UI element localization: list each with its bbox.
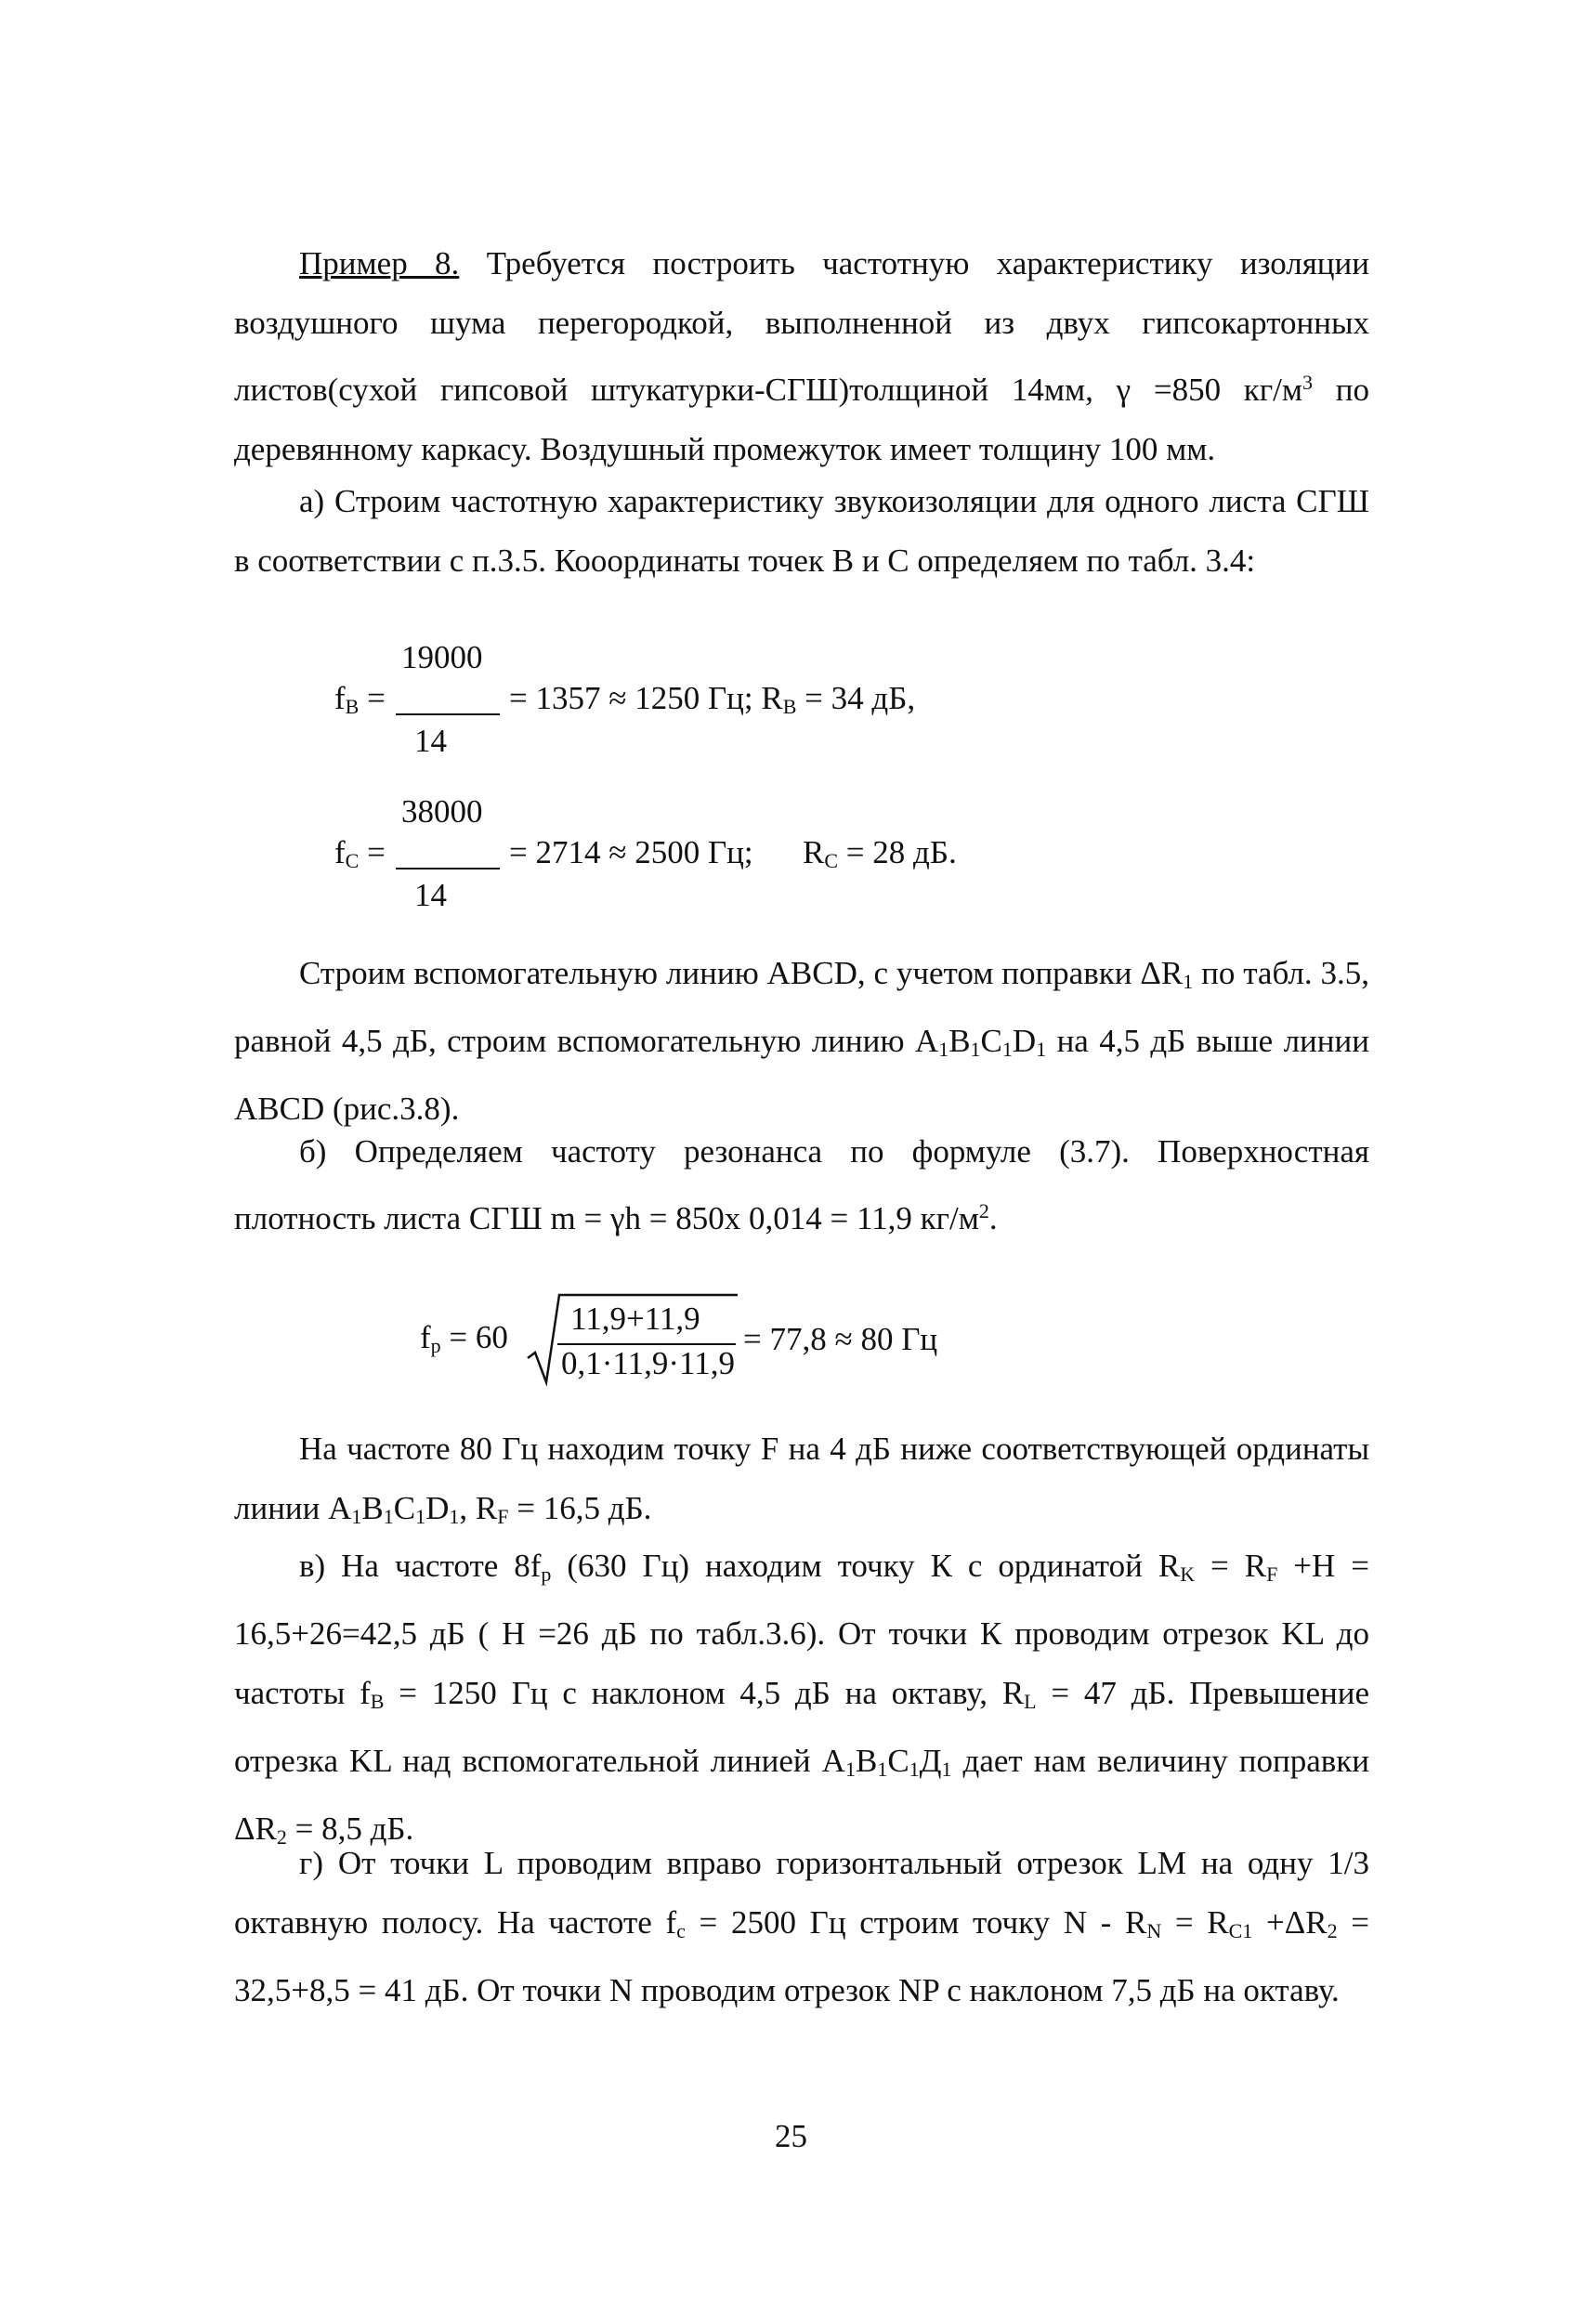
page-number: 25 xyxy=(775,2118,807,2154)
paragraph-auxiliary: Строим вспомогательную линию ABCD, с учетом поправки $\Delta R_1$ по табл. 3.5, равной 4,5 дБ, строим вспомогательную линию $A_1B_1C_1D_1$ на 4,5 дБ выше линии ABCD (рис.3.8). xyxy=(234,955,1369,1127)
formula-fb-fraction-bar xyxy=(396,713,500,715)
formula-fc-rc: $R_C = 28$ дБ. xyxy=(803,834,957,872)
paragraph-a-text: а) Строим частотную характеристику звукоизоляции для одного листа СГШ в соответствии с п.3.5. Кооординаты точек В и С определяем по табл. 3.4: xyxy=(234,483,1369,579)
formula-fp-lhs: $f_р = 60$ xyxy=(420,1319,508,1357)
formula-fb-rhs: = 1357 ≈ 1250 Гц; $R_B = 34$ дБ, xyxy=(509,680,916,718)
formula-fc-denominator: 14 xyxy=(414,877,447,913)
formula-fp-numerator: 11,9+11,9 xyxy=(570,1301,700,1337)
formula-fc-numerator: 38000 xyxy=(401,793,483,830)
formula-fb-numerator: 19000 xyxy=(401,639,483,675)
paragraph-example xyxy=(234,234,1369,479)
paragraph-point-f: На частоте 80 Гц находим точку F на 4 дБ ниже соответствующей ординаты линии $A_1B_1C_1D_1$, $R_F = 16,5$ дБ. xyxy=(234,1431,1369,1528)
formula-fp-rhs: = 77,8 ≈ 80 Гц xyxy=(743,1321,938,1357)
formula-fb-lhs: $f_B$ = xyxy=(334,680,386,718)
formula-fb-denominator: 14 xyxy=(414,723,447,759)
formula-fc-fraction-bar xyxy=(396,868,500,869)
example-text: Требуется построить частотную характеристику изоляции воздушного шума перегородкой, выполненной из двух гипсокартонных листов(сухой гипсовой штукатурки-СГШ)толщиной 14мм, γ =850 кг/м xyxy=(234,245,1369,408)
formula-fc-rhs: = 2714 ≈ 2500 Гц; xyxy=(509,834,753,870)
paragraph-v: в) На частоте $8f_р$ (630 Гц) находим точку К с ординатой $R_K = R_F +H = 16,5+26=42,5$ дБ ( H =26 дБ по табл.3.6). От точки К проводим отрезок KL до частоты $f_B = 1250$ Гц с наклоном 4,5 дБ на октаву, $R_L = 47$ дБ. Превышение отрезка KL над вспомогательной линией $A_1B_1C_1Д_1$ дает нам величину поправки $\Delta R_2 = 8,5$ дБ. xyxy=(234,1548,1369,1849)
formula-fp-denominator: 0,1·11,9·11,9 xyxy=(561,1345,735,1381)
paragraph-g: г) От точки L проводим вправо горизонтальный отрезок LM на одну 1/3 октавную полосу. На частоте $f_c = 2500$ Гц строим точку $N - R_N = R_{C1} +\Delta R_2 = 32,5+8,5 = 41$ дБ. От точки N проводим отрезок NP с наклоном 7,5 дБ на октаву. xyxy=(234,1845,1369,2008)
paragraph-a xyxy=(234,472,1369,591)
paragraph-b: б) Определяем частоту резонанса по формуле (3.7). Поверхностная плотность листа СГШ m = γh = 850х 0,014 = 11,9 $кг/м^2$. xyxy=(234,1133,1369,1236)
formula-fc-lhs: $f_C$ = xyxy=(334,834,386,872)
superscript: 3 xyxy=(1302,371,1314,394)
example-label: Пример 8. xyxy=(299,245,460,281)
example-text-end: по деревянному каркасу. Воздушный промежуток имеет толщину 100 мм. xyxy=(234,372,1369,467)
